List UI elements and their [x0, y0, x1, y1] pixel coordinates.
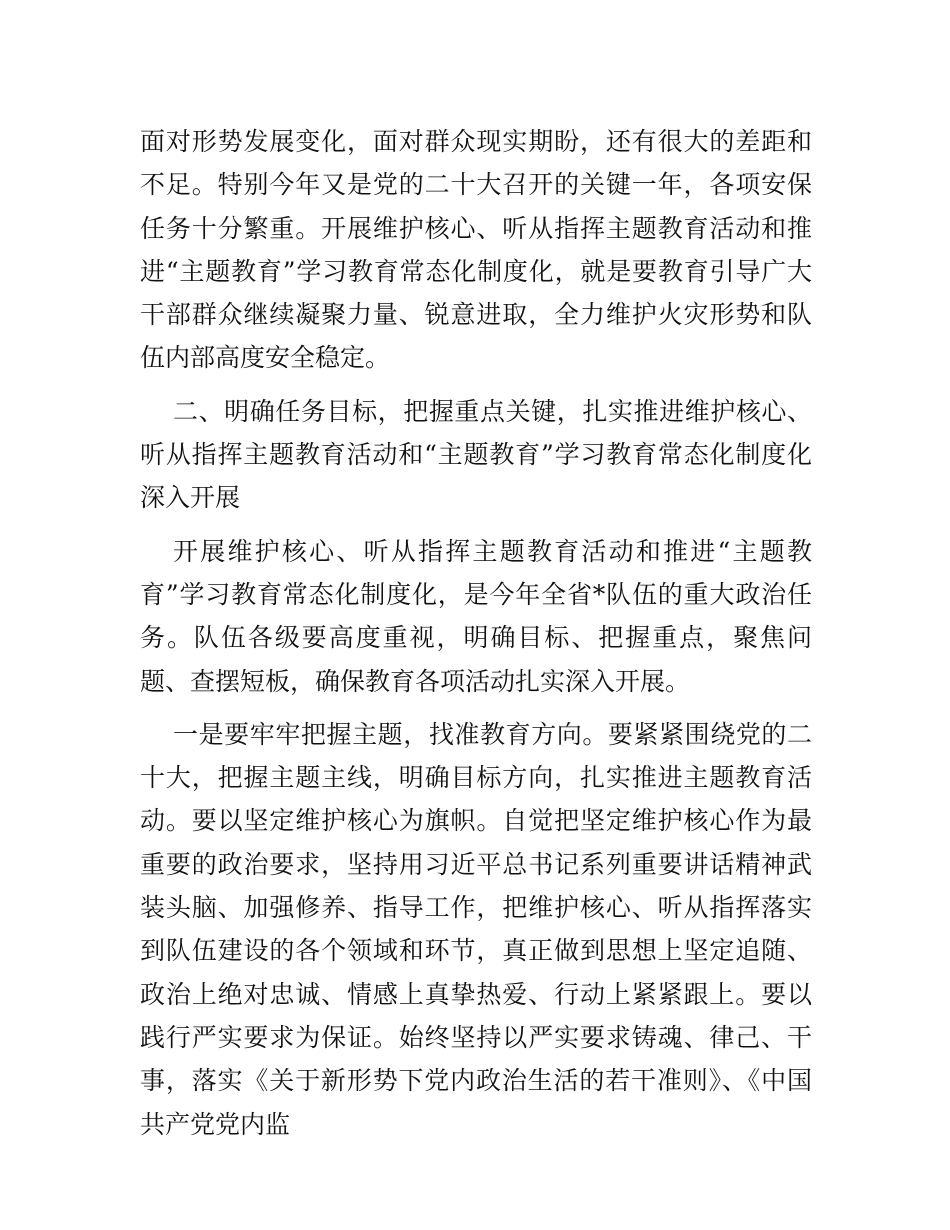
section-heading: 二、明确任务目标，把握重点关键，扎实推进维护核心、听从指挥主题教育活动和“主题教育”学习教育常态化制度化深入开展: [140, 396, 812, 513]
paragraph-continuation: 面对形势发展变化，面对群众现实期盼，还有很大的差距和不足。特别今年又是党的二十大召开的关键一年，各项安保任务十分繁重。开展维护核心、听从指挥主题教育活动和推进“主题教育”学习教育常态化制度化，就是要教育引导广大干部群众继续凝聚力量、锐意进取，全力维护火灾形势和队伍内部高度安全稳定。: [140, 127, 812, 373]
document-body: [140, 120, 812, 1154]
paragraph-body: 一是要牢牢把握主题，找准教育方向。要紧紧围绕党的二十大，把握主题主线，明确目标方向，扎实推进主题教育活动。要以坚定维护核心为旗帜。自觉把坚定维护核心作为最重要的政治要求，坚持用习近平总书记系列重要讲话精神武装头脑、加强修养、指导工作，把维护核心、听从指挥落实到队伍建设的各个领域和环节，真正做到思想上坚定追随、政治上绝对忠诚、情感上真挚热爱、行动上紧紧跟上。要以践行严实要求为保证。始终坚持以严实要求铸魂、律己、干事，落实《关于新形势下党内政治生活的若干准则》、《中国共产党党内监: [140, 719, 812, 1139]
paragraph-body: 开展维护核心、听从指挥主题教育活动和推进“主题教育”学习教育常态化制度化，是今年全省*队伍的重大政治任务。队伍各级要高度重视，明确目标、把握重点，聚焦问题、查摆短板，确保教育各项活动扎实深入开展。: [140, 536, 812, 696]
